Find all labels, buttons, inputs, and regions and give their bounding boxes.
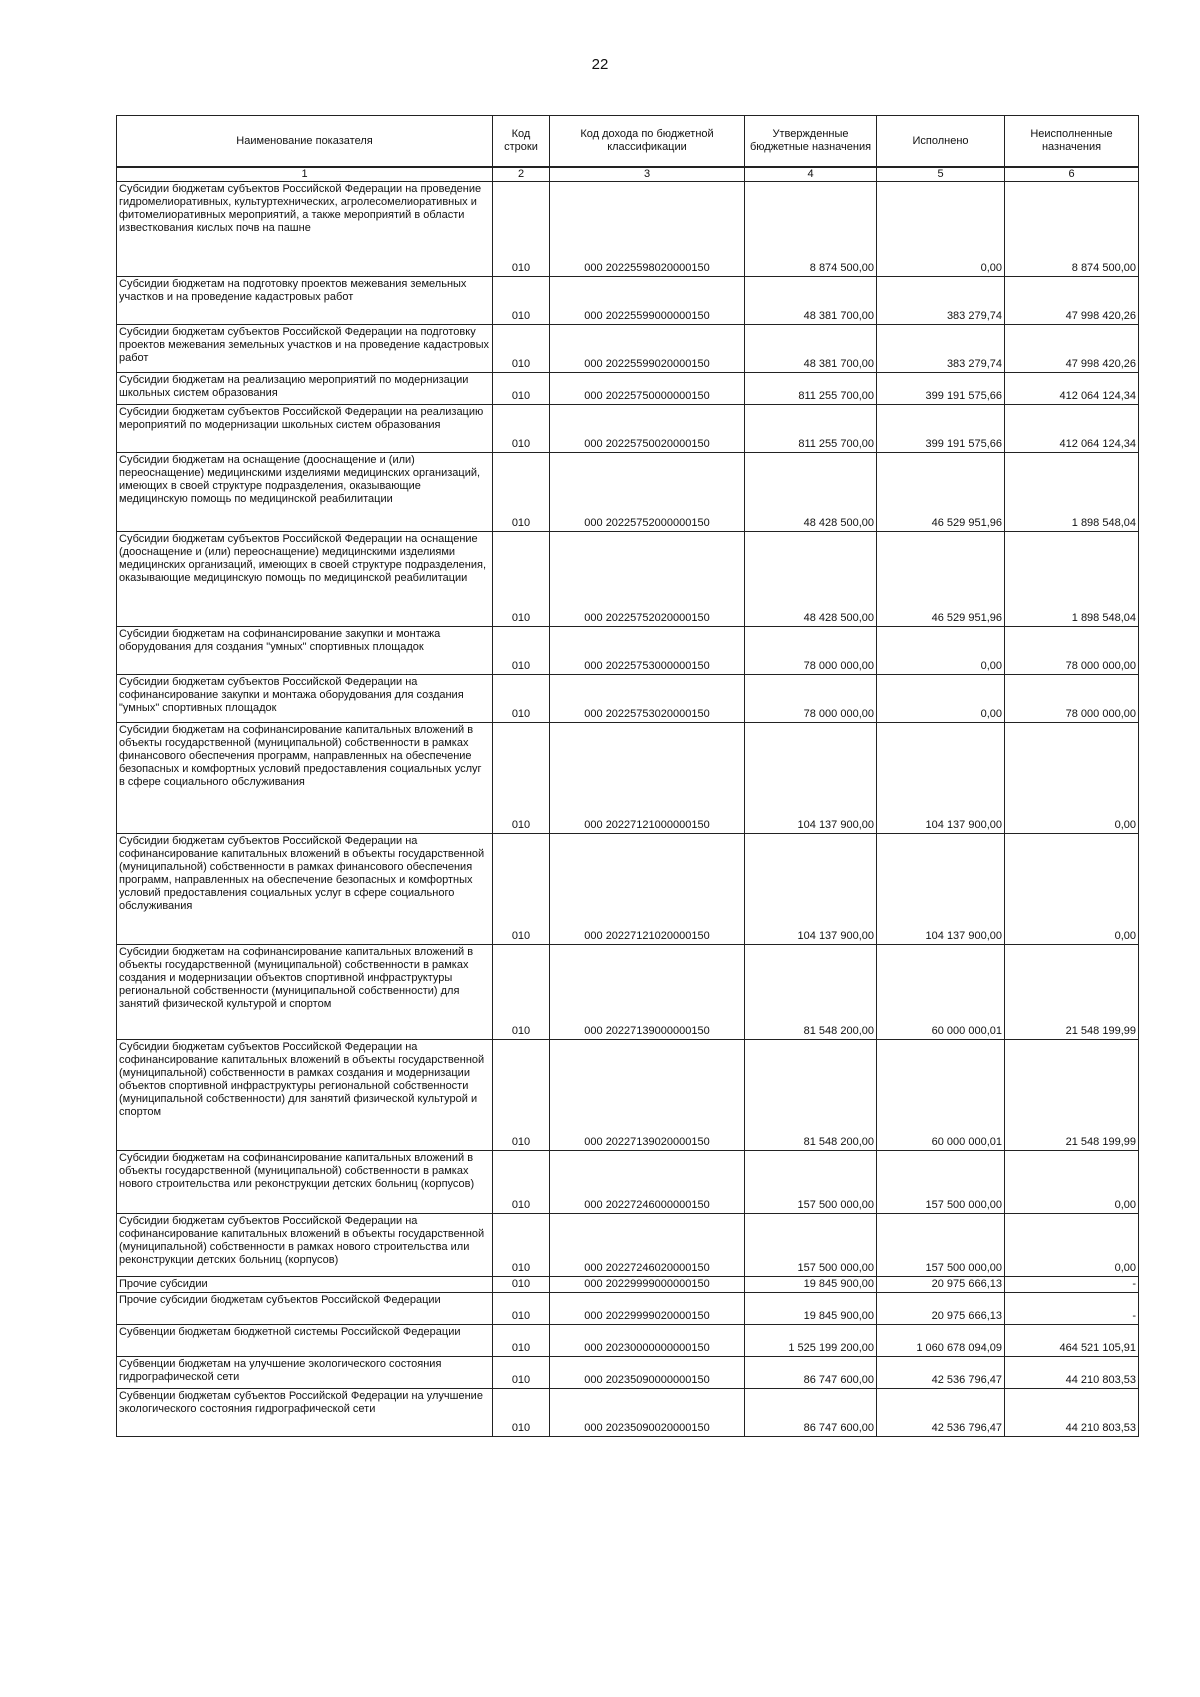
revenue-code: 000 20225753000000150 <box>550 627 745 675</box>
approved-amount: 78 000 000,00 <box>745 627 877 675</box>
table-row <box>117 675 1139 723</box>
table-row <box>117 277 1139 325</box>
table-row <box>117 1277 1139 1293</box>
revenue-code: 000 20225598020000150 <box>550 182 745 277</box>
revenue-code: 000 20227139020000150 <box>550 1040 745 1151</box>
line-code: 010 <box>493 627 550 675</box>
revenue-code: 000 20227121000000150 <box>550 723 745 834</box>
table-row <box>117 325 1139 373</box>
indicator-name: Субвенции бюджетам на улучшение экологического состояния гидрографической сети <box>117 1357 493 1389</box>
unexecuted-amount: 44 210 803,53 <box>1005 1389 1139 1437</box>
unexecuted-amount: 78 000 000,00 <box>1005 675 1139 723</box>
table-row <box>117 373 1139 405</box>
indicator-name: Субсидии бюджетам на подготовку проектов межевания земельных участков и на проведение кадастровых работ <box>117 277 493 325</box>
line-code: 010 <box>493 1389 550 1437</box>
indicator-name: Субсидии бюджетам на софинансирование закупки и монтажа оборудования для создания "умных" спортивных площадок <box>117 627 493 675</box>
executed-amount: 20 975 666,13 <box>877 1293 1005 1325</box>
revenue-code: 000 20229999000000150 <box>550 1277 745 1293</box>
approved-amount: 19 845 900,00 <box>745 1277 877 1293</box>
indicator-name: Субсидии бюджетам субъектов Российской Федерации на подготовку проектов межевания земельных участков и на проведение кадастровых работ <box>117 325 493 373</box>
unexecuted-amount: 47 998 420,26 <box>1005 277 1139 325</box>
line-code: 010 <box>493 453 550 532</box>
table-row <box>117 627 1139 675</box>
column-number: 4 <box>745 167 877 182</box>
revenue-code: 000 20225750020000150 <box>550 405 745 453</box>
line-code: 010 <box>493 373 550 405</box>
approved-amount: 78 000 000,00 <box>745 675 877 723</box>
table-row <box>117 723 1139 834</box>
table-row <box>117 1293 1139 1325</box>
table-header-row <box>117 116 1139 168</box>
header-line-code: Код строки <box>493 116 550 168</box>
indicator-name: Прочие субсидии бюджетам субъектов Российской Федерации <box>117 1293 493 1325</box>
executed-amount: 20 975 666,13 <box>877 1277 1005 1293</box>
table-row <box>117 1214 1139 1277</box>
revenue-code: 000 20225753020000150 <box>550 675 745 723</box>
line-code: 010 <box>493 1214 550 1277</box>
column-number: 2 <box>493 167 550 182</box>
header-revenue-code: Код дохода по бюджетной классификации <box>550 116 745 168</box>
column-number-row <box>117 167 1139 182</box>
table-row <box>117 532 1139 627</box>
executed-amount: 383 279,74 <box>877 325 1005 373</box>
approved-amount: 157 500 000,00 <box>745 1214 877 1277</box>
executed-amount: 0,00 <box>877 182 1005 277</box>
revenue-code: 000 20225599020000150 <box>550 325 745 373</box>
unexecuted-amount: 412 064 124,34 <box>1005 405 1139 453</box>
executed-amount: 1 060 678 094,09 <box>877 1325 1005 1357</box>
table-row <box>117 834 1139 945</box>
unexecuted-amount: 0,00 <box>1005 1214 1139 1277</box>
approved-amount: 48 428 500,00 <box>745 453 877 532</box>
indicator-name: Субвенции бюджетам бюджетной системы Российской Федерации <box>117 1325 493 1357</box>
revenue-code: 000 20235090020000150 <box>550 1389 745 1437</box>
revenue-code: 000 20235090000000150 <box>550 1357 745 1389</box>
table-row <box>117 945 1139 1040</box>
approved-amount: 811 255 700,00 <box>745 373 877 405</box>
indicator-name: Субсидии бюджетам на софинансирование капитальных вложений в объекты государственной (муниципальной) собственности в рамках нового строительства или реконструкции детских больниц (корпусов) <box>117 1151 493 1214</box>
executed-amount: 0,00 <box>877 675 1005 723</box>
unexecuted-amount: 0,00 <box>1005 1151 1139 1214</box>
approved-amount: 157 500 000,00 <box>745 1151 877 1214</box>
indicator-name: Субсидии бюджетам субъектов Российской Федерации на проведение гидромелиоративных, культуртехнических, агролесомелиоративных и фитомелиоративных мероприятий, а также мероприятий в области известкования кислых почв на пашне <box>117 182 493 277</box>
executed-amount: 60 000 000,01 <box>877 1040 1005 1151</box>
indicator-name: Субсидии бюджетам субъектов Российской Федерации на софинансирование капитальных вложений в объекты государственной (муниципальной) собственности в рамках нового строительства или реконструкции детских больниц (корпусов) <box>117 1214 493 1277</box>
indicator-name: Прочие субсидии <box>117 1277 493 1293</box>
unexecuted-amount: 0,00 <box>1005 723 1139 834</box>
unexecuted-amount: 47 998 420,26 <box>1005 325 1139 373</box>
indicator-name: Субсидии бюджетам субъектов Российской Федерации на софинансирование капитальных вложений в объекты государственной (муниципальной) собственности в рамках финансового обеспечения программ, направленных на обеспечение безопасных и комфортных условий предоставления социальных услуг в сфере социального обслуживания <box>117 834 493 945</box>
revenue-code: 000 20230000000000150 <box>550 1325 745 1357</box>
line-code: 010 <box>493 1357 550 1389</box>
executed-amount: 383 279,74 <box>877 277 1005 325</box>
line-code: 010 <box>493 1277 550 1293</box>
indicator-name: Субсидии бюджетам на софинансирование капитальных вложений в объекты государственной (муниципальной) собственности в рамках создания и модернизации объектов спортивной инфраструктуры региональной собственности (муниципальной собственности) для занятий физической культурой и спортом <box>117 945 493 1040</box>
table-row <box>117 1325 1139 1357</box>
header-unexecuted: Неисполненные назначения <box>1005 116 1139 168</box>
executed-amount: 157 500 000,00 <box>877 1214 1005 1277</box>
revenue-code: 000 20227139000000150 <box>550 945 745 1040</box>
revenue-code: 000 20225599000000150 <box>550 277 745 325</box>
approved-amount: 104 137 900,00 <box>745 834 877 945</box>
line-code: 010 <box>493 325 550 373</box>
approved-amount: 19 845 900,00 <box>745 1293 877 1325</box>
approved-amount: 48 428 500,00 <box>745 532 877 627</box>
unexecuted-amount: - <box>1005 1277 1139 1293</box>
indicator-name: Субсидии бюджетам субъектов Российской Федерации на оснащение (дооснащение и (или) переоснащение) медицинскими изделиями медицинских организаций, имеющих в своей структуре подразделения, оказывающие медицинскую помощь по медицинской реабилитации <box>117 532 493 627</box>
approved-amount: 86 747 600,00 <box>745 1389 877 1437</box>
column-number: 6 <box>1005 167 1139 182</box>
line-code: 010 <box>493 1325 550 1357</box>
line-code: 010 <box>493 675 550 723</box>
revenue-code: 000 20225752000000150 <box>550 453 745 532</box>
executed-amount: 46 529 951,96 <box>877 532 1005 627</box>
unexecuted-amount: 412 064 124,34 <box>1005 373 1139 405</box>
table-body <box>117 182 1139 1437</box>
line-code: 010 <box>493 834 550 945</box>
indicator-name: Субсидии бюджетам на оснащение (дооснащение и (или) переоснащение) медицинскими изделиями медицинских организаций, имеющих в своей структуре подразделения, оказывающие медицинскую помощь по медицинской реабилитации <box>117 453 493 532</box>
revenue-code: 000 20227246020000150 <box>550 1214 745 1277</box>
header-approved: Утвержденные бюджетные назначения <box>745 116 877 168</box>
unexecuted-amount: 21 548 199,99 <box>1005 945 1139 1040</box>
indicator-name: Субсидии бюджетам на софинансирование капитальных вложений в объекты государственной (муниципальной) собственности в рамках финансового обеспечения программ, направленных на обеспечение безопасных и комфортных условий предоставления социальных услуг в сфере социального обслуживания <box>117 723 493 834</box>
table-row <box>117 405 1139 453</box>
approved-amount: 8 874 500,00 <box>745 182 877 277</box>
revenue-code: 000 20225750000000150 <box>550 373 745 405</box>
line-code: 010 <box>493 277 550 325</box>
indicator-name: Субсидии бюджетам субъектов Российской Федерации на софинансирование капитальных вложений в объекты государственной (муниципальной) собственности в рамках создания и модернизации объектов спортивной инфраструктуры региональной собственности (муниципальной собственности) для занятий физической культурой и спортом <box>117 1040 493 1151</box>
approved-amount: 811 255 700,00 <box>745 405 877 453</box>
approved-amount: 1 525 199 200,00 <box>745 1325 877 1357</box>
table-row <box>117 453 1139 532</box>
executed-amount: 104 137 900,00 <box>877 834 1005 945</box>
unexecuted-amount: 44 210 803,53 <box>1005 1357 1139 1389</box>
column-number: 3 <box>550 167 745 182</box>
line-code: 010 <box>493 405 550 453</box>
executed-amount: 42 536 796,47 <box>877 1357 1005 1389</box>
indicator-name: Субсидии бюджетам на реализацию мероприятий по модернизации школьных систем образования <box>117 373 493 405</box>
approved-amount: 48 381 700,00 <box>745 277 877 325</box>
executed-amount: 42 536 796,47 <box>877 1389 1005 1437</box>
executed-amount: 104 137 900,00 <box>877 723 1005 834</box>
unexecuted-amount: 464 521 105,91 <box>1005 1325 1139 1357</box>
line-code: 010 <box>493 1151 550 1214</box>
indicator-name: Субсидии бюджетам субъектов Российской Федерации на софинансирование закупки и монтажа оборудования для создания "умных" спортивных площадок <box>117 675 493 723</box>
approved-amount: 48 381 700,00 <box>745 325 877 373</box>
executed-amount: 399 191 575,66 <box>877 405 1005 453</box>
header-executed: Исполнено <box>877 116 1005 168</box>
executed-amount: 46 529 951,96 <box>877 453 1005 532</box>
table-row <box>117 1357 1139 1389</box>
indicator-name: Субсидии бюджетам субъектов Российской Федерации на реализацию мероприятий по модернизации школьных систем образования <box>117 405 493 453</box>
page-number: 22 <box>591 56 609 73</box>
approved-amount: 81 548 200,00 <box>745 1040 877 1151</box>
unexecuted-amount: 1 898 548,04 <box>1005 532 1139 627</box>
revenue-code: 000 20225752020000150 <box>550 532 745 627</box>
approved-amount: 104 137 900,00 <box>745 723 877 834</box>
column-number: 1 <box>117 167 493 182</box>
line-code: 010 <box>493 182 550 277</box>
line-code: 010 <box>493 1040 550 1151</box>
approved-amount: 81 548 200,00 <box>745 945 877 1040</box>
executed-amount: 399 191 575,66 <box>877 373 1005 405</box>
revenue-code: 000 20227121020000150 <box>550 834 745 945</box>
unexecuted-amount: 0,00 <box>1005 834 1139 945</box>
column-number: 5 <box>877 167 1005 182</box>
line-code: 010 <box>493 723 550 834</box>
table-row <box>117 1151 1139 1214</box>
line-code: 010 <box>493 532 550 627</box>
approved-amount: 86 747 600,00 <box>745 1357 877 1389</box>
executed-amount: 0,00 <box>877 627 1005 675</box>
unexecuted-amount: 21 548 199,99 <box>1005 1040 1139 1151</box>
executed-amount: 157 500 000,00 <box>877 1151 1005 1214</box>
header-indicator-name: Наименование показателя <box>117 116 493 168</box>
unexecuted-amount: 8 874 500,00 <box>1005 182 1139 277</box>
table-row <box>117 1040 1139 1151</box>
revenue-code: 000 20229999020000150 <box>550 1293 745 1325</box>
budget-execution-table <box>116 115 1139 1437</box>
unexecuted-amount: 1 898 548,04 <box>1005 453 1139 532</box>
indicator-name: Субвенции бюджетам субъектов Российской Федерации на улучшение экологического состояния гидрографической сети <box>117 1389 493 1437</box>
table-row <box>117 182 1139 277</box>
line-code: 010 <box>493 1293 550 1325</box>
table-row <box>117 1389 1139 1437</box>
executed-amount: 60 000 000,01 <box>877 945 1005 1040</box>
unexecuted-amount: 78 000 000,00 <box>1005 627 1139 675</box>
revenue-code: 000 20227246000000150 <box>550 1151 745 1214</box>
line-code: 010 <box>493 945 550 1040</box>
unexecuted-amount: - <box>1005 1293 1139 1325</box>
